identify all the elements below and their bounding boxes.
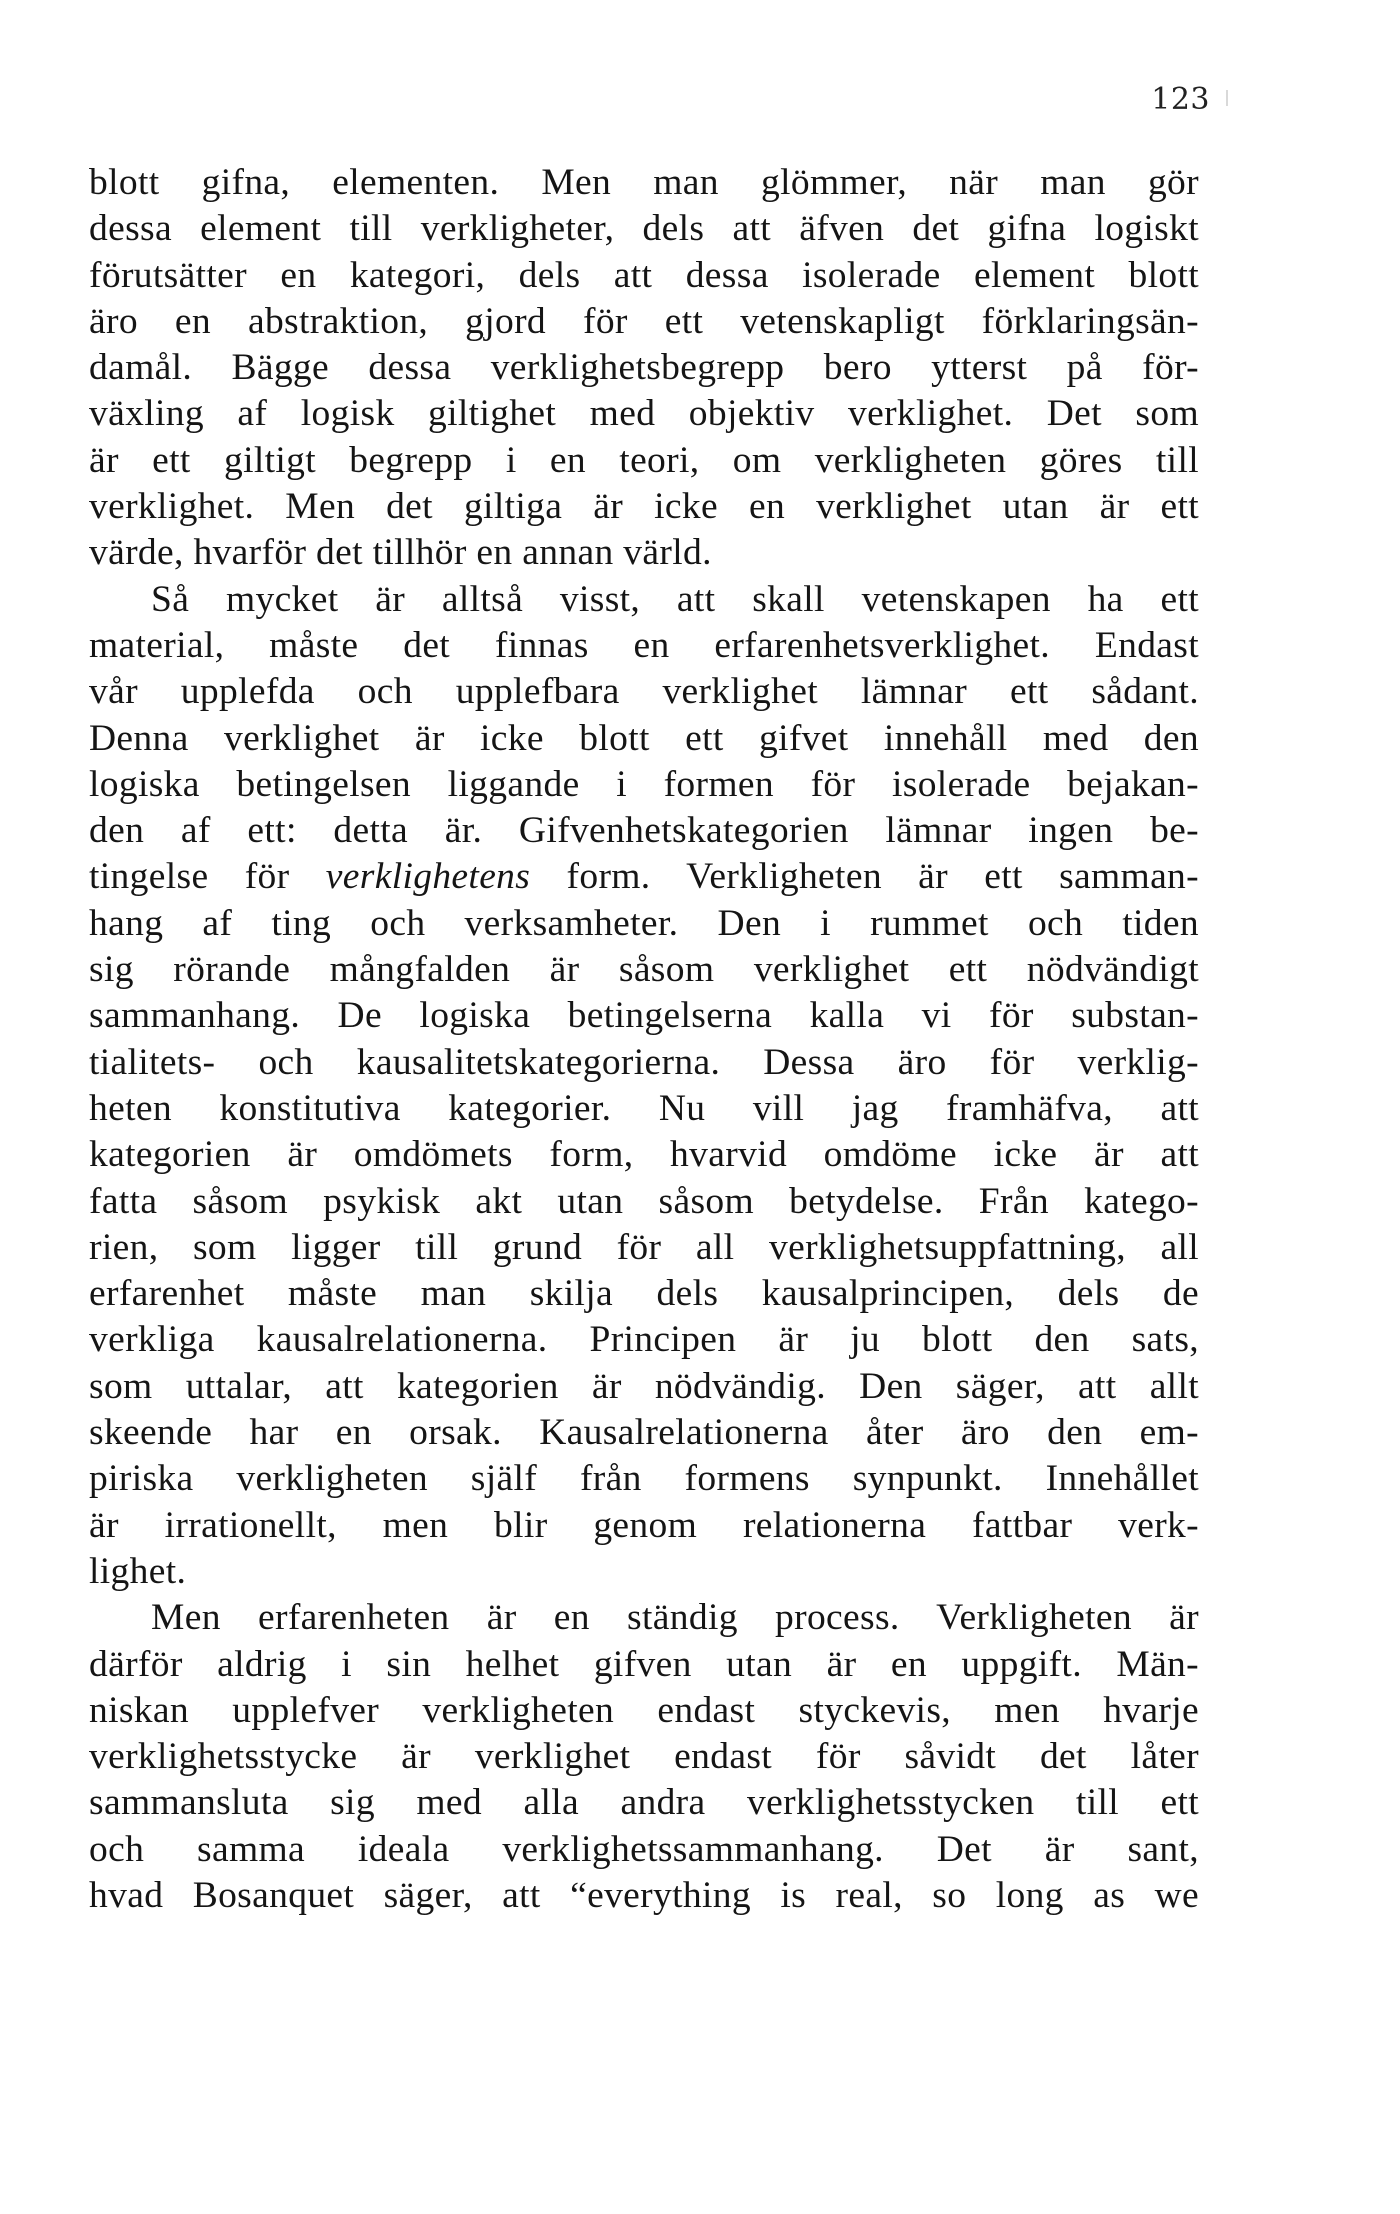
text-line: därför aldrig i sin helhet gifven utan är en uppgift. Män- [89, 1643, 1199, 1685]
scan-mark [1226, 90, 1228, 106]
text-line: sig rörande mångfalden är såsom verklighet ett nödvändigt [89, 949, 1199, 991]
text-line: och samma ideala verklighetssammanhang. Det är sant, [89, 1828, 1199, 1870]
text-line: heten konstitutiva kategorier. Nu vill jag framhäfva, att [89, 1087, 1199, 1129]
text-line: den af ett: detta är. Gifvenhetskategorien lämnar ingen be- [89, 810, 1199, 852]
text-line: som uttalar, att kategorien är nödvändig. Den säger, att allt [89, 1365, 1199, 1407]
text-line: logiska betingelsen liggande i formen för isolerade bejakan- [89, 763, 1199, 805]
text-line [89, 854, 1199, 900]
text-line: verklighet. Men det giltiga är icke en verklighet utan är ett [89, 486, 1199, 528]
text-line: är ett giltigt begrepp i en teori, om verkligheten göres till [89, 439, 1199, 481]
text-line: niskan upplefver verkligheten endast styckevis, men hvarje [89, 1689, 1199, 1731]
text-line: förutsätter en kategori, dels att dessa isolerade element blott [89, 254, 1199, 296]
text-line: skeende har en orsak. Kausalrelationerna åter äro den em- [89, 1412, 1199, 1454]
text-line: rien, som ligger till grund för all verklighetsuppfattning, all [89, 1226, 1199, 1268]
text-line: hvad Bosanquet säger, att “everything is real, so long as we [89, 1874, 1199, 1916]
text-segment: form. Verkligheten är ett samman- [530, 856, 1199, 898]
text-line: verklighetsstycke är verklighet endast för såvidt det låter [89, 1736, 1199, 1778]
text-line: är irrationellt, men blir genom relationerna fattbar verk- [89, 1504, 1199, 1546]
text-line: värde, hvarför det tillhör en annan värld. [89, 532, 712, 574]
text-line: Så mycket är alltså visst, att skall vetenskapen ha ett [151, 578, 1199, 620]
text-line: verkliga kausalrelationerna. Principen är ju blott den sats, [89, 1319, 1199, 1361]
text-line: vår upplefda och upplefbara verklighet lämnar ett sådant. [89, 671, 1199, 713]
text-line: lighet. [89, 1550, 187, 1592]
text-line: dessa element till verkligheter, dels att äfven det gifna logiskt [89, 208, 1199, 250]
text-line: erfarenhet måste man skilja dels kausalprincipen, dels de [89, 1273, 1199, 1315]
text-line: sammanhang. De logiska betingelserna kalla vi för substan- [89, 995, 1199, 1037]
body-text [89, 160, 1199, 1919]
text-line: Men erfarenheten är en ständig process. Verkligheten är [151, 1597, 1199, 1639]
text-line: äro en abstraktion, gjord för ett vetenskapligt förklaringsän- [89, 300, 1199, 342]
text-line: Denna verklighet är icke blott ett gifvet innehåll med den [89, 717, 1199, 759]
text-line: tialitets- och kausalitetskategorierna. Dessa äro för verklig- [89, 1041, 1199, 1083]
italic-word: verklighetens [325, 856, 531, 898]
page-number: 123 [1151, 82, 1210, 117]
text-line: blott gifna, elementen. Men man glömmer, när man gör [89, 162, 1199, 203]
text-line: material, måste det finnas en erfarenhetsverklighet. Endast [89, 624, 1199, 666]
text-line: kategorien är omdömets form, hvarvid omdöme icke är att [89, 1134, 1199, 1176]
text-line: damål. Bägge dessa verklighetsbegrepp bero ytterst på för- [89, 347, 1199, 389]
text-segment: tingelse för [89, 856, 326, 898]
text-line: piriska verkligheten själf från formens synpunkt. Innehållet [89, 1458, 1199, 1500]
text-line: hang af ting och verksamheter. Den i rummet och tiden [89, 902, 1199, 944]
text-line: växling af logisk giltighet med objektiv verklighet. Det som [89, 393, 1199, 435]
text-line: fatta såsom psykisk akt utan såsom betydelse. Från katego- [89, 1180, 1199, 1222]
text-line: sammansluta sig med alla andra verklighetsstycken till ett [89, 1782, 1199, 1824]
